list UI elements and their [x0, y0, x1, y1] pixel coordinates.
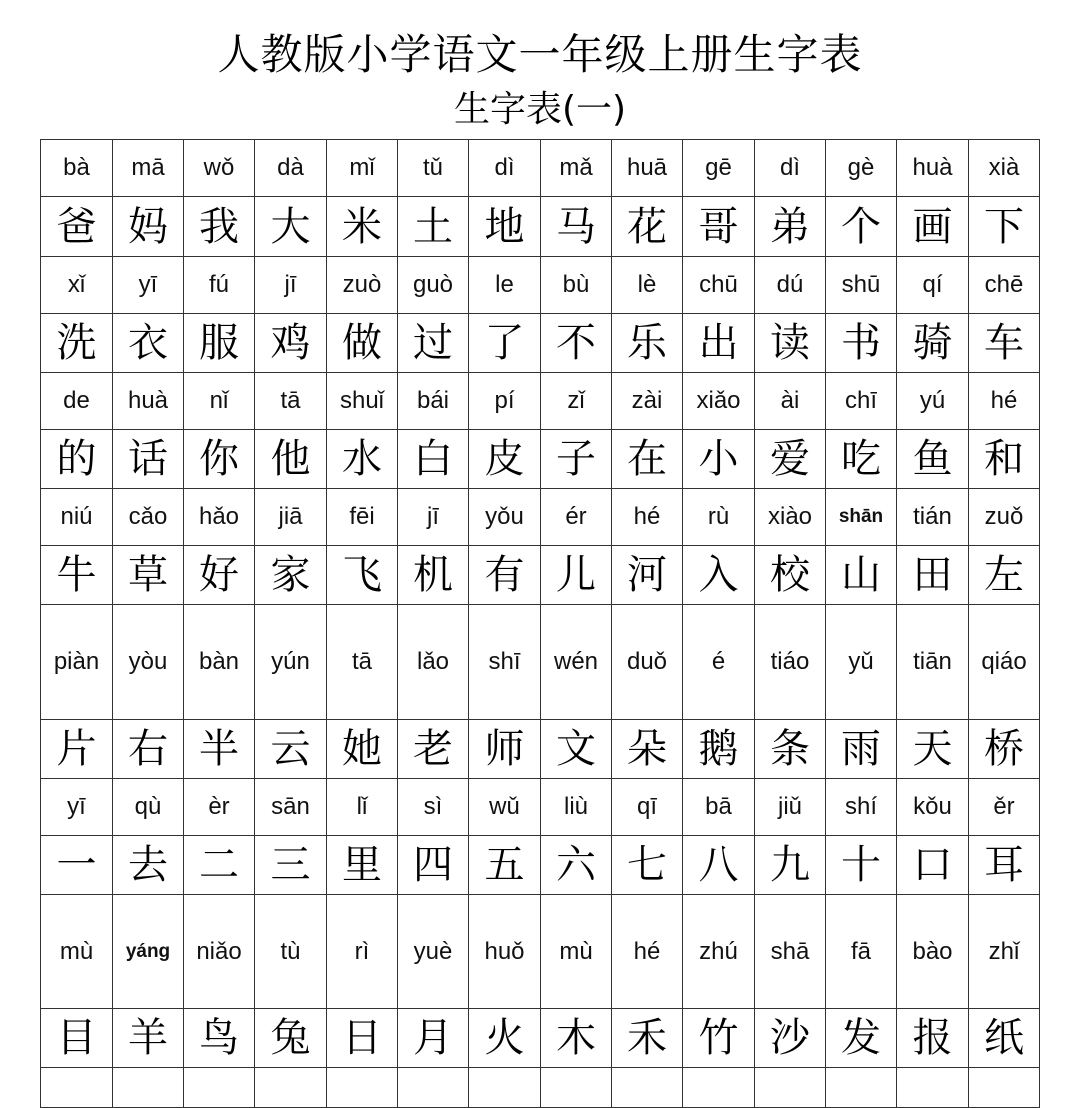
- pinyin-row: [41, 489, 1040, 546]
- pinyin-cell: huà: [113, 373, 184, 430]
- pinyin-cell: tǔ: [398, 140, 469, 197]
- pinyin-cell: wǒ: [184, 140, 255, 197]
- character-cell: 云: [255, 720, 327, 779]
- pinyin-cell: hé: [612, 489, 683, 546]
- pinyin-cell: jiǔ: [755, 779, 826, 836]
- pinyin-cell: kǒu: [897, 779, 969, 836]
- character-cell: 入: [683, 546, 755, 605]
- pinyin-cell: zuǒ: [969, 489, 1040, 546]
- pinyin-cell: wǔ: [469, 779, 541, 836]
- character-cell: 水: [327, 430, 398, 489]
- pinyin-cell: shū: [826, 257, 897, 314]
- character-cell: 月: [398, 1009, 469, 1068]
- character-cell: 鱼: [897, 430, 969, 489]
- character-cell: 爸: [41, 197, 113, 257]
- character-cell: 去: [113, 836, 184, 895]
- character-cell: 有: [469, 546, 541, 605]
- character-cell: 了: [469, 314, 541, 373]
- pinyin-row: [41, 140, 1040, 197]
- pinyin-cell: niǎo: [184, 895, 255, 1009]
- pinyin-cell: shuǐ: [327, 373, 398, 430]
- pinyin-cell: huā: [612, 140, 683, 197]
- character-cell: 五: [469, 836, 541, 895]
- character-cell: 桥: [969, 720, 1040, 779]
- character-cell: 皮: [469, 430, 541, 489]
- character-cell: 条: [755, 720, 826, 779]
- character-cell: 耳: [969, 836, 1040, 895]
- character-cell: 纸: [969, 1009, 1040, 1068]
- pinyin-cell: xiǎo: [683, 373, 755, 430]
- pinyin-cell: zhú: [683, 895, 755, 1009]
- character-cell: 八: [683, 836, 755, 895]
- character-row: [41, 836, 1040, 895]
- character-cell: 小: [683, 430, 755, 489]
- character-cell: 草: [113, 546, 184, 605]
- pinyin-cell: bái: [398, 373, 469, 430]
- character-cell: 乐: [612, 314, 683, 373]
- character-cell: 鸡: [255, 314, 327, 373]
- character-cell: 竹: [683, 1009, 755, 1068]
- character-cell: 机: [398, 546, 469, 605]
- character-cell: 画: [897, 197, 969, 257]
- character-cell: 儿: [541, 546, 612, 605]
- character-cell: 和: [969, 430, 1040, 489]
- empty-cell: [612, 1068, 683, 1108]
- pinyin-cell: bù: [541, 257, 612, 314]
- character-table: [40, 139, 1040, 1108]
- pinyin-cell: zǐ: [541, 373, 612, 430]
- pinyin-row: [41, 373, 1040, 430]
- pinyin-cell: yī: [113, 257, 184, 314]
- pinyin-cell: mā: [113, 140, 184, 197]
- pinyin-cell: zhǐ: [969, 895, 1040, 1009]
- pinyin-cell: mǐ: [327, 140, 398, 197]
- pinyin-cell: mǎ: [541, 140, 612, 197]
- character-cell: 一: [41, 836, 113, 895]
- character-cell: 土: [398, 197, 469, 257]
- character-cell: 妈: [113, 197, 184, 257]
- pinyin-cell: xià: [969, 140, 1040, 197]
- character-cell: 目: [41, 1009, 113, 1068]
- pinyin-cell: ěr: [969, 779, 1040, 836]
- pinyin-cell: dì: [755, 140, 826, 197]
- character-cell: 家: [255, 546, 327, 605]
- pinyin-cell: yún: [255, 605, 327, 720]
- character-cell: 你: [184, 430, 255, 489]
- character-cell: 口: [897, 836, 969, 895]
- character-cell: 她: [327, 720, 398, 779]
- character-cell: 发: [826, 1009, 897, 1068]
- empty-cell: [826, 1068, 897, 1108]
- pinyin-cell: lǐ: [327, 779, 398, 836]
- pinyin-cell: tā: [327, 605, 398, 720]
- pinyin-row: [41, 605, 1040, 720]
- character-cell: 沙: [755, 1009, 826, 1068]
- character-cell: 衣: [113, 314, 184, 373]
- pinyin-cell: guò: [398, 257, 469, 314]
- character-cell: 四: [398, 836, 469, 895]
- character-cell: 里: [327, 836, 398, 895]
- pinyin-cell: gē: [683, 140, 755, 197]
- pinyin-cell: hǎo: [184, 489, 255, 546]
- pinyin-cell: zài: [612, 373, 683, 430]
- character-cell: 服: [184, 314, 255, 373]
- pinyin-cell: duǒ: [612, 605, 683, 720]
- character-cell: 大: [255, 197, 327, 257]
- character-cell: 米: [327, 197, 398, 257]
- character-cell: 子: [541, 430, 612, 489]
- pinyin-cell: cǎo: [113, 489, 184, 546]
- character-cell: 骑: [897, 314, 969, 373]
- pinyin-cell: qiáo: [969, 605, 1040, 720]
- pinyin-cell: yú: [897, 373, 969, 430]
- empty-cell: [969, 1068, 1040, 1108]
- page-title: 人教版小学语文一年级上册生字表: [217, 30, 863, 79]
- pinyin-cell: ér: [541, 489, 612, 546]
- pinyin-cell: wén: [541, 605, 612, 720]
- empty-cell: [469, 1068, 541, 1108]
- character-cell: 牛: [41, 546, 113, 605]
- character-cell: 下: [969, 197, 1040, 257]
- pinyin-cell: bā: [683, 779, 755, 836]
- character-cell: 二: [184, 836, 255, 895]
- pinyin-cell: chē: [969, 257, 1040, 314]
- character-cell: 洗: [41, 314, 113, 373]
- character-cell: 老: [398, 720, 469, 779]
- pinyin-cell: dú: [755, 257, 826, 314]
- character-cell: 九: [755, 836, 826, 895]
- character-cell: 不: [541, 314, 612, 373]
- character-cell: 鹅: [683, 720, 755, 779]
- pinyin-cell: huǒ: [469, 895, 541, 1009]
- character-cell: 书: [826, 314, 897, 373]
- character-cell: 白: [398, 430, 469, 489]
- empty-cell: [41, 1068, 113, 1108]
- character-cell: 雨: [826, 720, 897, 779]
- pinyin-cell: piàn: [41, 605, 113, 720]
- pinyin-cell: rì: [327, 895, 398, 1009]
- pinyin-cell: sì: [398, 779, 469, 836]
- pinyin-cell: bàn: [184, 605, 255, 720]
- character-cell: 车: [969, 314, 1040, 373]
- character-cell: 火: [469, 1009, 541, 1068]
- pinyin-cell: yǔ: [826, 605, 897, 720]
- pinyin-cell: tā: [255, 373, 327, 430]
- pinyin-cell: niú: [41, 489, 113, 546]
- character-cell: 好: [184, 546, 255, 605]
- character-cell: 木: [541, 1009, 612, 1068]
- character-row: [41, 314, 1040, 373]
- pinyin-cell: qī: [612, 779, 683, 836]
- character-cell: 弟: [755, 197, 826, 257]
- character-cell: 飞: [327, 546, 398, 605]
- character-cell: 师: [469, 720, 541, 779]
- character-cell: 鸟: [184, 1009, 255, 1068]
- pinyin-cell: bào: [897, 895, 969, 1009]
- character-cell: 朵: [612, 720, 683, 779]
- character-cell: 左: [969, 546, 1040, 605]
- pinyin-cell: bà: [41, 140, 113, 197]
- pinyin-cell: pí: [469, 373, 541, 430]
- pinyin-cell: shān: [826, 489, 897, 546]
- pinyin-cell: yáng: [113, 895, 184, 1009]
- empty-cell: [398, 1068, 469, 1108]
- page-subtitle: 生字表(一): [453, 89, 627, 130]
- pinyin-cell: rù: [683, 489, 755, 546]
- empty-cell: [755, 1068, 826, 1108]
- character-cell: 吃: [826, 430, 897, 489]
- character-cell: 羊: [113, 1009, 184, 1068]
- pinyin-cell: tiáo: [755, 605, 826, 720]
- pinyin-cell: shí: [826, 779, 897, 836]
- character-row: [41, 720, 1040, 779]
- character-cell: 爱: [755, 430, 826, 489]
- character-cell: 做: [327, 314, 398, 373]
- pinyin-cell: chū: [683, 257, 755, 314]
- character-cell: 田: [897, 546, 969, 605]
- pinyin-cell: yī: [41, 779, 113, 836]
- character-cell: 他: [255, 430, 327, 489]
- character-cell: 话: [113, 430, 184, 489]
- character-cell: 右: [113, 720, 184, 779]
- pinyin-cell: hé: [969, 373, 1040, 430]
- pinyin-cell: fā: [826, 895, 897, 1009]
- character-cell: 地: [469, 197, 541, 257]
- pinyin-cell: yǒu: [469, 489, 541, 546]
- pinyin-cell: liù: [541, 779, 612, 836]
- pinyin-cell: hé: [612, 895, 683, 1009]
- character-cell: 六: [541, 836, 612, 895]
- pinyin-cell: qù: [113, 779, 184, 836]
- pinyin-cell: fēi: [327, 489, 398, 546]
- empty-cell: [683, 1068, 755, 1108]
- pinyin-cell: èr: [184, 779, 255, 836]
- pinyin-cell: xiào: [755, 489, 826, 546]
- pinyin-cell: de: [41, 373, 113, 430]
- character-cell: 十: [826, 836, 897, 895]
- pinyin-cell: tù: [255, 895, 327, 1009]
- character-cell: 半: [184, 720, 255, 779]
- character-cell: 出: [683, 314, 755, 373]
- empty-cell: [327, 1068, 398, 1108]
- pinyin-cell: é: [683, 605, 755, 720]
- pinyin-row: [41, 779, 1040, 836]
- pinyin-row: [41, 895, 1040, 1009]
- character-row: [41, 430, 1040, 489]
- pinyin-cell: yòu: [113, 605, 184, 720]
- pinyin-cell: qí: [897, 257, 969, 314]
- character-cell: 片: [41, 720, 113, 779]
- character-cell: 报: [897, 1009, 969, 1068]
- empty-cell: [113, 1068, 184, 1108]
- character-cell: 文: [541, 720, 612, 779]
- character-cell: 日: [327, 1009, 398, 1068]
- pinyin-cell: zuò: [327, 257, 398, 314]
- character-cell: 花: [612, 197, 683, 257]
- character-cell: 马: [541, 197, 612, 257]
- character-cell: 三: [255, 836, 327, 895]
- pinyin-cell: fú: [184, 257, 255, 314]
- empty-cell: [184, 1068, 255, 1108]
- empty-cell: [897, 1068, 969, 1108]
- character-cell: 读: [755, 314, 826, 373]
- pinyin-cell: lǎo: [398, 605, 469, 720]
- character-cell: 七: [612, 836, 683, 895]
- pinyin-cell: mù: [541, 895, 612, 1009]
- pinyin-cell: sān: [255, 779, 327, 836]
- pinyin-cell: nǐ: [184, 373, 255, 430]
- character-cell: 的: [41, 430, 113, 489]
- pinyin-cell: jī: [255, 257, 327, 314]
- character-cell: 哥: [683, 197, 755, 257]
- empty-cell: [255, 1068, 327, 1108]
- pinyin-cell: mù: [41, 895, 113, 1009]
- character-cell: 兔: [255, 1009, 327, 1068]
- pinyin-cell: lè: [612, 257, 683, 314]
- empty-cell: [541, 1068, 612, 1108]
- character-cell: 在: [612, 430, 683, 489]
- pinyin-cell: jiā: [255, 489, 327, 546]
- character-cell: 禾: [612, 1009, 683, 1068]
- pinyin-cell: dà: [255, 140, 327, 197]
- character-row: [41, 546, 1040, 605]
- character-cell: 个: [826, 197, 897, 257]
- character-cell: 校: [755, 546, 826, 605]
- pinyin-cell: le: [469, 257, 541, 314]
- pinyin-cell: ài: [755, 373, 826, 430]
- character-cell: 我: [184, 197, 255, 257]
- pinyin-cell: gè: [826, 140, 897, 197]
- character-cell: 山: [826, 546, 897, 605]
- pinyin-cell: huà: [897, 140, 969, 197]
- character-row: [41, 197, 1040, 257]
- pinyin-cell: jī: [398, 489, 469, 546]
- partial-row: [41, 1068, 1040, 1108]
- character-row: [41, 1009, 1040, 1068]
- pinyin-cell: shā: [755, 895, 826, 1009]
- pinyin-cell: dì: [469, 140, 541, 197]
- character-cell: 过: [398, 314, 469, 373]
- pinyin-cell: yuè: [398, 895, 469, 1009]
- pinyin-cell: xǐ: [41, 257, 113, 314]
- pinyin-cell: shī: [469, 605, 541, 720]
- pinyin-row: [41, 257, 1040, 314]
- pinyin-cell: chī: [826, 373, 897, 430]
- character-cell: 天: [897, 720, 969, 779]
- character-cell: 河: [612, 546, 683, 605]
- pinyin-cell: tián: [897, 489, 969, 546]
- pinyin-cell: tiān: [897, 605, 969, 720]
